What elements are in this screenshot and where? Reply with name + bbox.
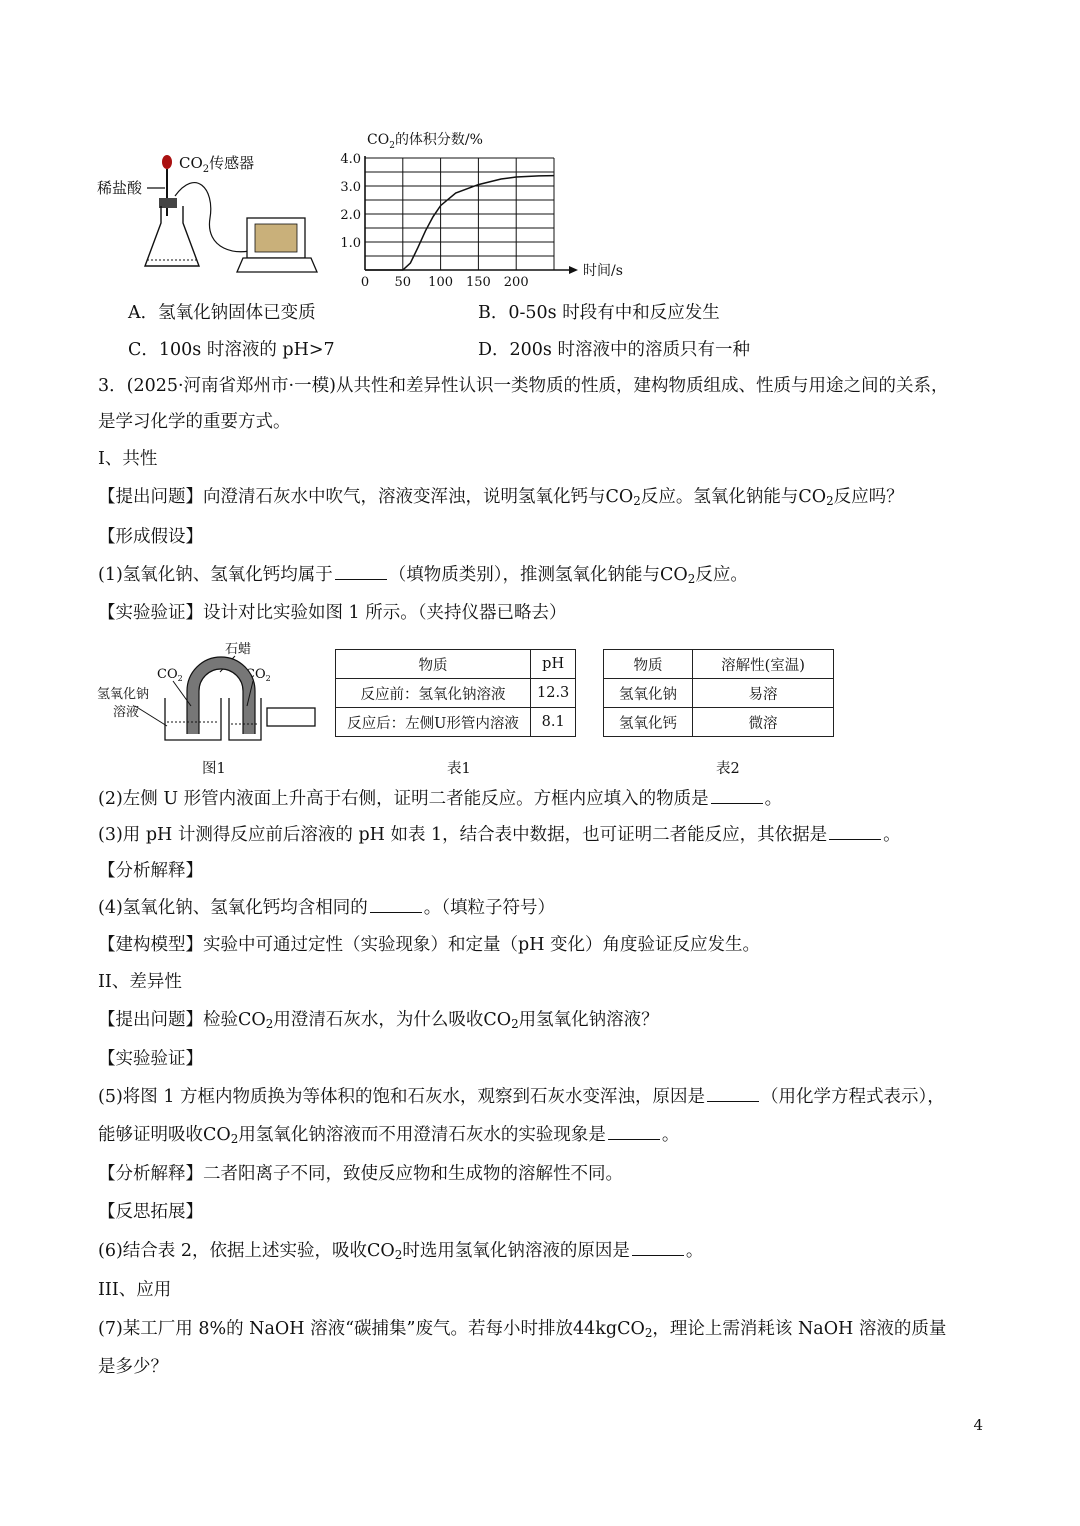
- co2-line-chart: [325, 125, 645, 295]
- blank-box: [267, 708, 315, 726]
- answer-blank-6[interactable]: [632, 1241, 684, 1256]
- naoh-label-1: 氢氧化钠: [97, 687, 150, 702]
- p-model: 【建构模型】实验中可通过定性（实验现象）和定量（pH 变化）角度验证反应发生。: [98, 935, 761, 955]
- x-tick-label: 100: [428, 275, 454, 290]
- answer-blank-5b[interactable]: [608, 1125, 660, 1140]
- co2-left-label: $CO_2$: [157, 667, 183, 683]
- table-1-caption: 表1: [447, 761, 471, 777]
- question-3: (3)用 pH 计测得反应前后溶液的 pH 如表 1，结合表中数据，也可证明二者能反应，其依据是 。: [98, 825, 901, 845]
- y-tick-label: 1.0: [340, 236, 361, 251]
- y-tick-label: 3.0: [340, 180, 361, 195]
- apparatus-figure: [95, 148, 325, 283]
- y-tick-label: 4.0: [340, 152, 361, 167]
- q3-intro-2: 是学习化学的重要方式。: [98, 412, 291, 432]
- section-application: III、应用: [98, 1280, 172, 1300]
- question-2: (2)左侧 U 形管内液面上升高于右侧，证明二者能反应。方框内应填入的物质是 。: [98, 789, 783, 809]
- table-2: [603, 649, 834, 737]
- p-verify: 【实验验证】设计对比实验如图 1 所示。（夹持仪器已略去）: [98, 603, 567, 623]
- table-row: 反应后：左侧U形管内溶液 8.1: [336, 708, 576, 737]
- x-tick-label: 50: [394, 275, 412, 290]
- question-6: (6)结合表 2，依据上述实验，吸收$CO_2$时选用氢氧化钠溶液的原因是 。: [98, 1241, 704, 1262]
- p-analysis-2: 【分析解释】二者阳离子不同，致使反应物和生成物的溶解性不同。: [98, 1164, 623, 1184]
- figure-1-caption: 图1: [202, 761, 226, 777]
- x-tick-label: 150: [465, 275, 491, 290]
- option-a: A．氢氧化钠固体已变质: [128, 303, 316, 323]
- option-c: C．100s 时溶液的 pH>7: [128, 340, 335, 360]
- h-analysis: 【分析解释】: [98, 861, 203, 881]
- section-difference: II、差异性: [98, 972, 182, 992]
- x-tick-label: 200: [503, 275, 529, 290]
- question-5-line-2: 能够证明吸收$CO_2$用氢氧化钠溶液而不用澄清石灰水的实验现象是 。: [98, 1125, 680, 1146]
- question-5-line-1: (5)将图 1 方框内物质换为等体积的饱和石灰水，观察到石灰水变浑浊，原因是 （用化学方程式表示），: [98, 1087, 945, 1107]
- answer-blank-2[interactable]: [711, 789, 763, 804]
- option-d: D．200s 时溶液中的溶质只有一种: [478, 340, 750, 360]
- h-hypothesis: 【形成假设】: [98, 527, 203, 547]
- page-number: 4: [973, 1416, 983, 1434]
- x-tick-label: 0: [360, 275, 370, 290]
- question-1: (1)氢氧化钠、氢氧化钙均属于 （填物质类别），推测氢氧化钠能与$CO_2$反应。: [98, 565, 748, 586]
- h-verify-2: 【实验验证】: [98, 1049, 203, 1069]
- x-axis-arrow-icon: [569, 266, 578, 274]
- question-7-line-1: (7)某工厂用 8%的 NaOH 溶液“碳捕集”废气。若每小时排放44kgCO$_2$，理论上需消耗该 NaOH 溶液的质量: [98, 1319, 947, 1340]
- naoh-label-2: 溶液: [113, 705, 140, 720]
- table-row: 反应前：氢氧化钠溶液 12.3: [336, 679, 576, 708]
- y-tick-label: 2.0: [340, 208, 361, 223]
- table-row: 物质 pH: [336, 650, 576, 679]
- answer-blank-3[interactable]: [829, 825, 881, 840]
- figure-1-apparatus: [95, 636, 325, 746]
- dropper-bulb-icon: [162, 155, 172, 169]
- h-reflect: 【反思拓展】: [98, 1202, 203, 1222]
- answer-blank-4[interactable]: [370, 898, 422, 913]
- p-problem: 【提出问题】向澄清石灰水中吹气，溶液变浑浊，说明氢氧化钙与$CO_2$反应。氢氧化钠能与$CO_2$反应吗？: [98, 487, 904, 508]
- section-commonality: I、共性: [98, 449, 158, 469]
- table-row: 物质 溶解性(室温): [604, 650, 834, 679]
- p-problem-2: 【提出问题】检验$CO_2$用澄清石灰水，为什么吸收$CO_2$用氢氧化钠溶液？: [98, 1010, 659, 1031]
- chart-ylabel: $CO_2$的体积分数/%: [367, 132, 483, 151]
- question-4: (4)氢氧化钠、氢氧化钙均含相同的 。（填粒子符号）: [98, 898, 556, 918]
- wax-label: 石蜡: [225, 642, 252, 657]
- table-2-caption: 表2: [716, 761, 740, 777]
- chart-xlabel: 时间/s: [583, 263, 623, 279]
- answer-blank-5a[interactable]: [707, 1087, 759, 1102]
- q3-intro-1: 3．(2025·河南省郑州市·一模)从共性和差异性认识一类物质的性质，建构物质组成、性质与用途之间的关系，: [98, 376, 949, 396]
- answer-blank-1[interactable]: [335, 565, 387, 580]
- table-1: [335, 649, 576, 737]
- option-b: B．0-50s 时段有中和反应发生: [478, 303, 720, 323]
- question-7-line-2: 是多少？: [98, 1357, 168, 1377]
- acid-label: 稀盐酸: [97, 179, 143, 197]
- table-row: 氢氧化钠 易溶: [604, 679, 834, 708]
- sensor-label: $CO_2$传感器: [179, 154, 255, 175]
- table-row: 氢氧化钙 微溶: [604, 708, 834, 737]
- co2-right-label: $CO_2$: [245, 667, 271, 683]
